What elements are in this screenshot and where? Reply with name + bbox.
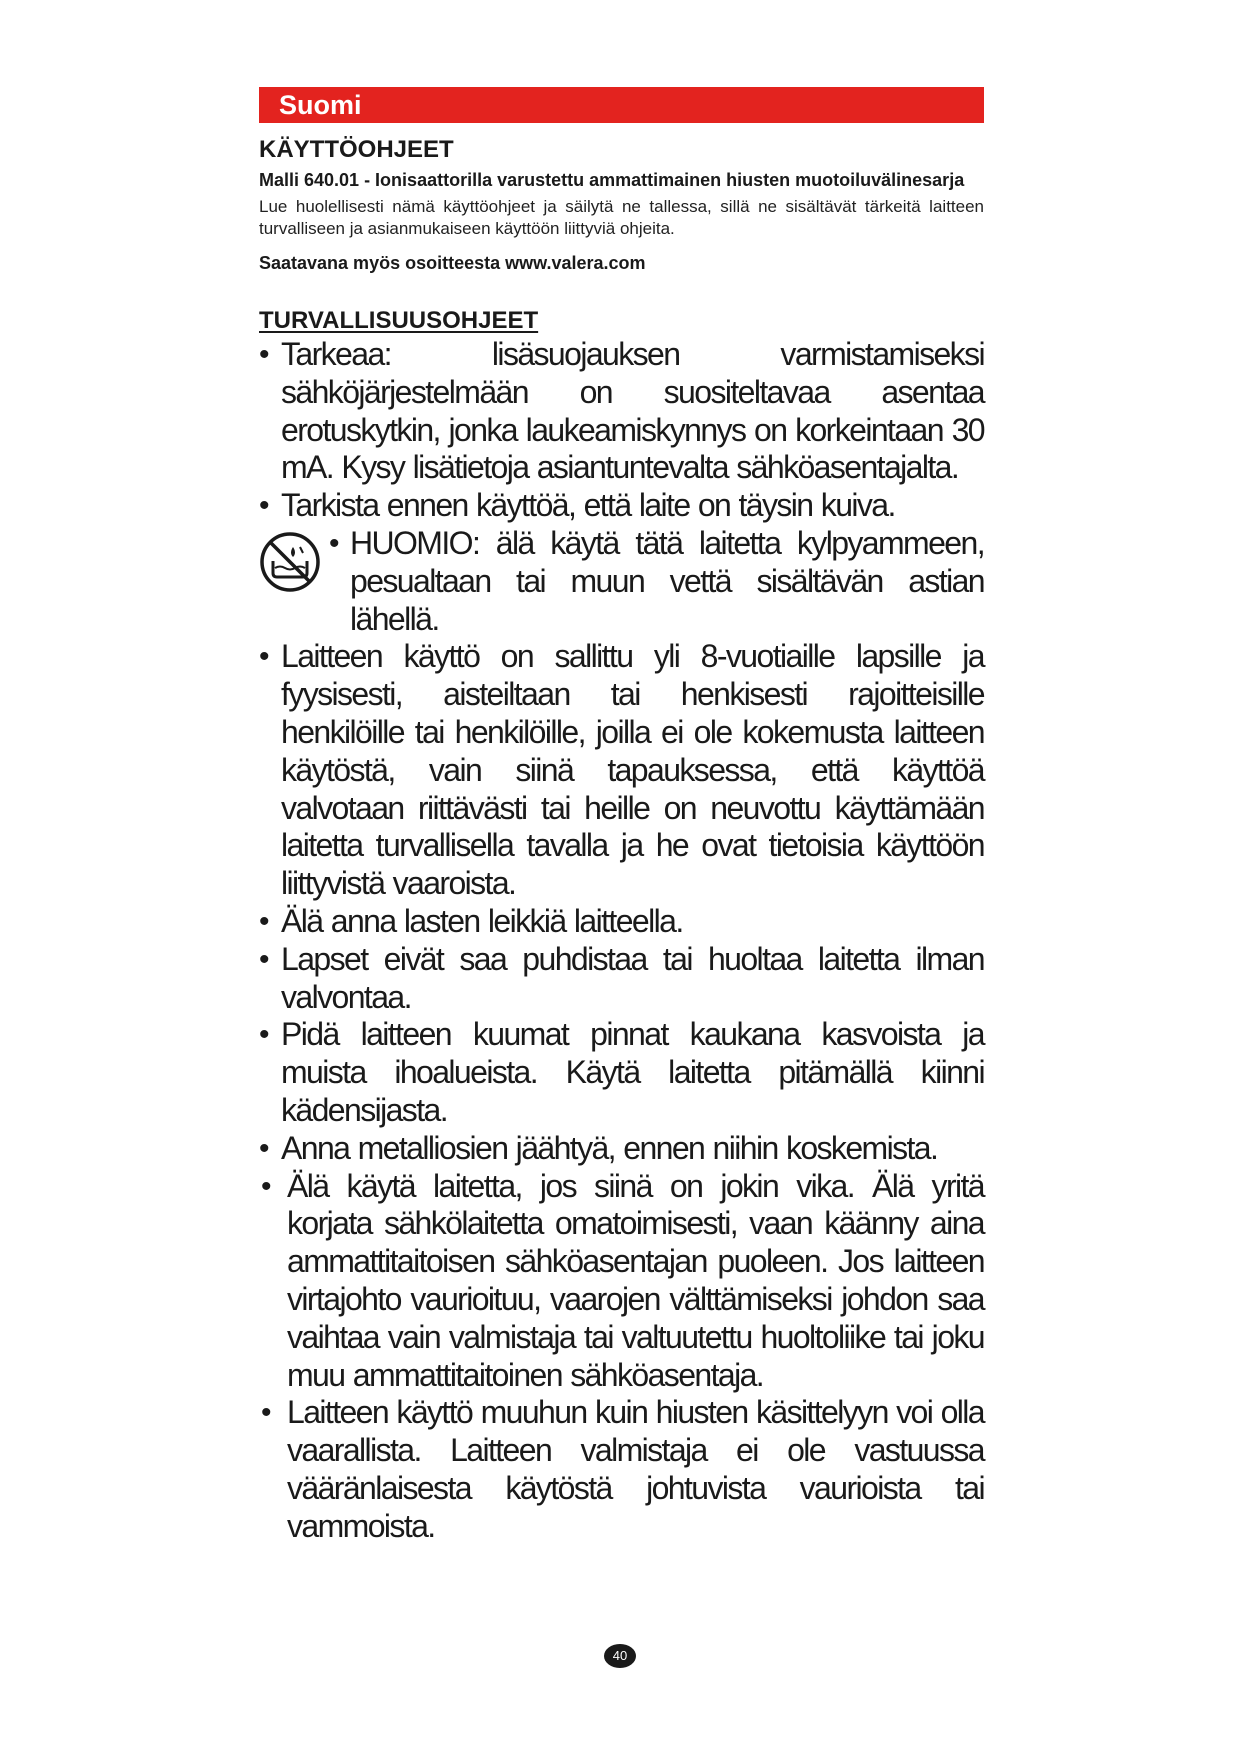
list-item-text: Anna metalliosien jäähtyä, ennen niihin koskemista. bbox=[281, 1129, 938, 1166]
bullet: • bbox=[259, 1018, 268, 1052]
safety-list bbox=[259, 336, 984, 1546]
list-item-warning bbox=[259, 525, 984, 638]
bullet: • bbox=[259, 338, 268, 371]
bullet: • bbox=[259, 942, 268, 976]
bullet: • bbox=[259, 640, 268, 674]
list-item bbox=[259, 1394, 984, 1545]
list-item-text: Laitteen käyttö muuhun kuin hiusten käsittelyyn voi olla vaarallista. Laitteen valmistaja ei ole vastuussa vääränlaisesta käytöstä johtuvista vaurioista tai vammoista. bbox=[287, 1394, 984, 1544]
list-item-text: Laitteen käyttö on sallittu yli 8-vuotiaille lapsille ja fyysisesti, aisteiltaan tai henkisesti rajoitteisille henkilöille tai henkilöille, joilla ei ole kokemusta laitteen käytöstä, vain siinä tapauksessa, että käyttöä valvotaan riittävästi tai heille on neuvottu käyttämään laitetta turvallisella tavalla ja he ovat tietoisia käyttöön liittyvistä vaaroista. bbox=[281, 638, 984, 902]
bullet: • bbox=[259, 1131, 268, 1165]
list-item-text: Pidä laitteen kuumat pinnat kaukana kasvoista ja muista ihoalueista. Käytä laitetta pitämällä kiinni kädensijasta. bbox=[281, 1016, 984, 1128]
page-number: 40 bbox=[604, 1644, 636, 1668]
document-title: KÄYTTÖOHJEET bbox=[259, 136, 454, 163]
list-item-text: Tarkista ennen käyttöä, että laite on täysin kuiva. bbox=[281, 487, 895, 524]
list-item bbox=[259, 638, 984, 903]
model-line: Malli 640.01 - Ionisaattorilla varustettu ammattimainen hiusten muotoiluvälinesarja bbox=[259, 170, 965, 190]
list-item-text: Tarkeaa: lisäsuojauksen varmistamiseksi sähköjärjestelmään on suositeltavaa asentaa erotuskytkin, jonka laukeamiskynnys on korkeintaan 30 mA. Kysy lisätietoja asiantuntevalta sähköasentajalta. bbox=[281, 336, 984, 486]
bullet: • bbox=[261, 1169, 270, 1203]
list-item bbox=[259, 336, 984, 487]
bullet: • bbox=[259, 489, 268, 523]
list-item bbox=[259, 903, 984, 941]
list-item bbox=[259, 941, 984, 1017]
language-bar: Suomi bbox=[259, 87, 984, 123]
list-item bbox=[259, 1168, 984, 1395]
intro-paragraph: Lue huolellisesti nämä käyttöohjeet ja säilytä ne tallessa, sillä ne sisältävät tärkeitä laitteen turvalliseen ja asianmukaiseen käyttöön liittyviä ohjeita. bbox=[259, 197, 984, 238]
bullet: • bbox=[259, 904, 268, 938]
list-item-text: HUOMIO: älä käytä tätä laitetta kylpyammeen, pesualtaan tai muun vettä sisältävän astian lähellä. bbox=[350, 524, 984, 637]
list-item bbox=[259, 1016, 984, 1129]
no-water-bath-icon bbox=[259, 531, 321, 593]
section-heading: TURVALLISUUSOHJEET bbox=[259, 307, 539, 334]
list-item-text: Älä käytä laitetta, jos siinä on jokin vika. Älä yritä korjata sähkölaitetta omatoimisesti, vaan käänny aina ammattitaitoisen sähköasentajan puoleen. Jos laitteen virtajohto vaurioituu, vaarojen välttämiseksi johdon saa vaihtaa vain valmistaja tai valtuutettu huoltoliike tai joku muu ammattitaitoinen sähköasentaja. bbox=[287, 1167, 984, 1393]
list-item-text: Lapset eivät saa puhdistaa tai huoltaa laitetta ilman valvontaa. bbox=[281, 940, 984, 1015]
bullet: • bbox=[329, 526, 338, 560]
list-item bbox=[259, 487, 984, 525]
list-item-text: Älä anna lasten leikkiä laitteella. bbox=[281, 902, 683, 939]
bullet: • bbox=[261, 1396, 270, 1430]
list-item bbox=[259, 1130, 984, 1168]
availability-note: Saatavana myös osoitteesta www.valera.com bbox=[259, 253, 646, 273]
